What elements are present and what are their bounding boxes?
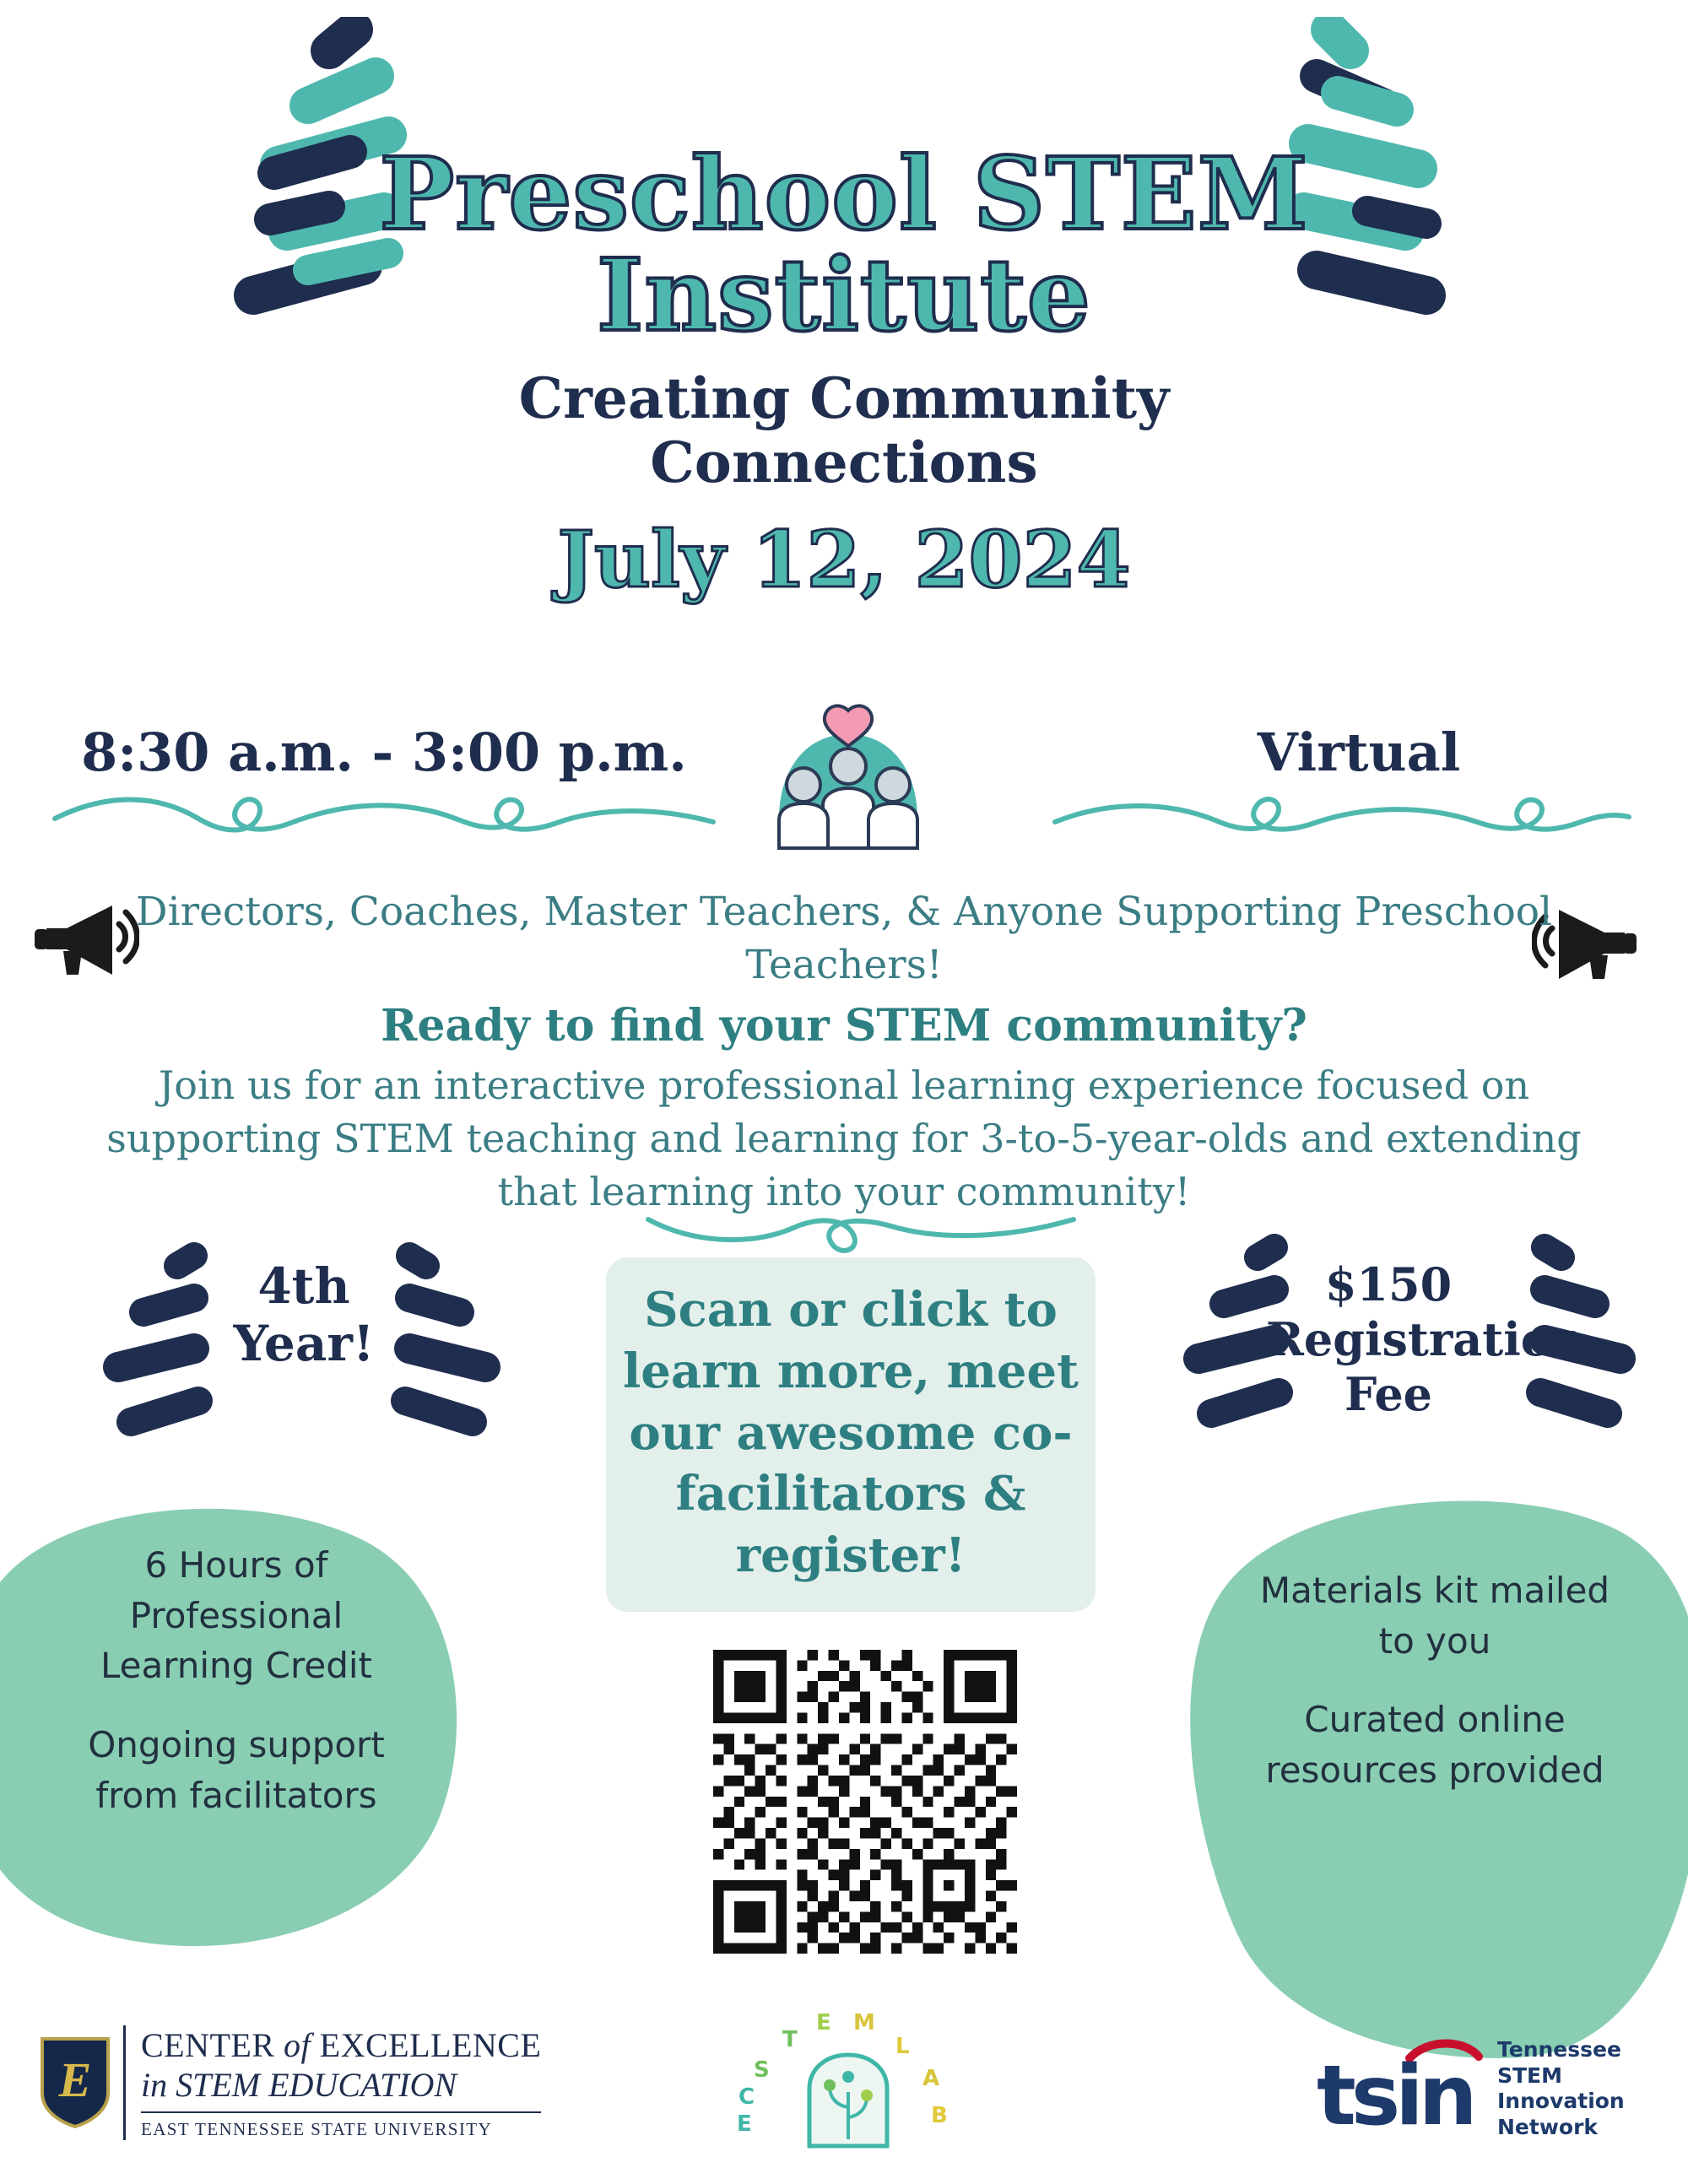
tsin-tagline-1: Tennessee [1497, 2037, 1621, 2062]
subtitle [0, 367, 1688, 495]
etsu-line-1b: of [284, 2025, 311, 2064]
tsin-tagline-4: Network [1497, 2114, 1599, 2139]
ecstem-letter-e: E [737, 2111, 752, 2137]
benefit-right-2: Curated online resources provided [1265, 1699, 1604, 1791]
subtitle-line-2: Connections [650, 429, 1038, 495]
etsu-line-1c: EXCELLENCE [319, 2025, 542, 2064]
fee-amount: $150 [1324, 1257, 1453, 1311]
squiggle-right-divider [1047, 785, 1637, 852]
badge-burst-left-inner-icon [384, 1241, 519, 1460]
fee-label-1: Registration [1266, 1311, 1585, 1366]
audience-text: Directors, Coaches, Master Teachers, & Anyone Supporting Preschool Teachers! [135, 889, 1553, 988]
squiggle-center-divider [641, 1203, 1080, 1262]
hook-text: Ready to find your STEM community? [381, 1000, 1307, 1051]
etsu-center-logo [41, 2017, 542, 2148]
tsin-logo [1317, 2025, 1637, 2152]
ecstem-letter-l: L [895, 2034, 910, 2059]
tsin-swoosh-icon [1317, 2036, 1485, 2138]
scan-cta-box[interactable] [606, 1257, 1096, 1612]
ecstem-letter-s: S [754, 2057, 770, 2083]
page-title [0, 135, 1688, 354]
community-people-icon [764, 700, 933, 852]
ecstem-letter-e2: E [816, 2010, 831, 2035]
title-line-1: Preschool STEM [379, 135, 1309, 252]
tsin-tagline-3: Innovation [1497, 2089, 1625, 2113]
benefit-right-1: Materials kit mailed to you [1259, 1570, 1610, 1662]
year-badge-line-1: 4th [257, 1257, 350, 1315]
etsu-line-1a: CENTER [141, 2025, 275, 2064]
fee-label-2: Fee [1344, 1366, 1433, 1421]
ecstem-letter-t: T [782, 2027, 798, 2052]
etsu-line-3: EAST TENNESSEE STATE UNIVERSITY [141, 2111, 541, 2140]
benefit-left-1: 6 Hours of Professional Learning Credit [100, 1544, 372, 1687]
registration-fee-badge [1266, 1257, 1585, 1421]
title-line-2: Institute [597, 236, 1091, 354]
ecstem-letter-b: B [931, 2103, 948, 2128]
title-block [0, 135, 1688, 605]
benefits-left-text [51, 1540, 422, 1820]
tsin-tagline [1497, 2037, 1625, 2140]
etsu-line-1 [141, 2025, 541, 2065]
qr-code[interactable] [713, 1650, 1017, 1954]
benefit-left-2: Ongoing support from facilitators [88, 1723, 385, 1816]
tsin-tagline-2: STEM [1497, 2062, 1563, 2088]
tsin-wordmark-text: tsin [1317, 2047, 1473, 2138]
etsu-shield-icon [41, 2037, 110, 2128]
scan-cta-text: Scan or click to learn more, meet our awesome co-facilitators & register! [623, 1282, 1079, 1584]
year-badge [207, 1257, 401, 1373]
event-format: Virtual [1257, 722, 1461, 783]
subtitle-line-1: Creating Community [518, 365, 1170, 431]
event-time: 8:30 a.m. - 3:00 p.m. [81, 722, 687, 783]
ecstem-letter-a: A [922, 2066, 940, 2091]
year-badge-line-2: Year! [233, 1315, 375, 1373]
etsu-wordmark [123, 2025, 541, 2140]
event-date: July 12, 2024 [557, 513, 1131, 605]
etsu-monogram-letter: E [58, 2052, 92, 2107]
ecstem-letter-m: M [853, 2010, 875, 2035]
squiggle-left-divider [46, 785, 722, 852]
badge-burst-left-icon [84, 1241, 219, 1460]
ec-stem-lab-logo [722, 2004, 975, 2165]
ecstem-letter-c: C [738, 2084, 755, 2110]
description-text: Join us for an interactive professional learning experience focused on supporting STEM teaching and learning for 3-to-5-year-olds and extending that learning into your community! [106, 1062, 1582, 1215]
etsu-line-2: in STEM EDUCATION [141, 2065, 457, 2104]
benefits-right-text [1249, 1565, 1620, 1796]
